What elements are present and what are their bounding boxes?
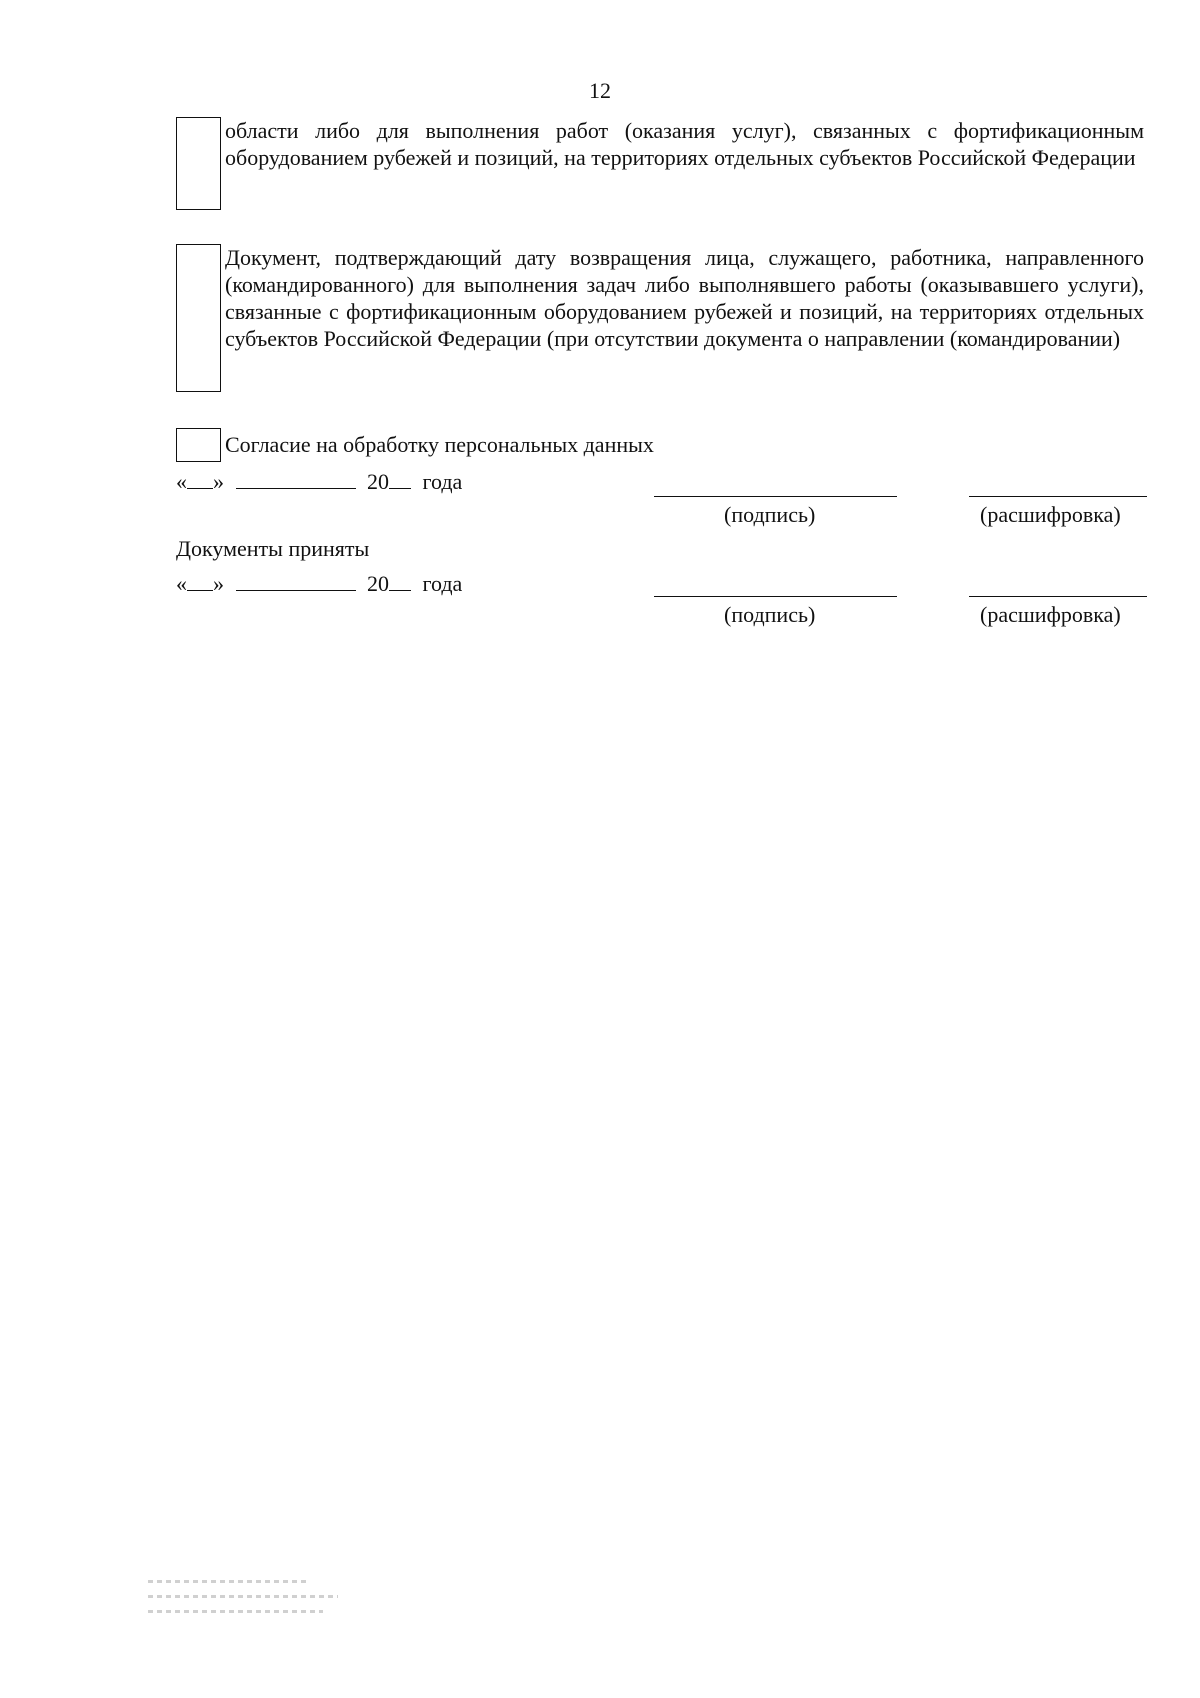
month-blank[interactable] xyxy=(236,570,356,591)
year-suffix: года xyxy=(422,571,463,596)
decoding-caption: (расшифровка) xyxy=(980,602,1121,627)
document-checkbox[interactable] xyxy=(176,117,221,210)
decoding-line[interactable] xyxy=(969,596,1147,597)
day-blank[interactable] xyxy=(187,468,213,489)
item-text: Документ, подтверждающий дату возвращения лица, служащего, работника, направленного (командированного) для выполнения задач либо выполнявшего работы (оказывавшего услуги), связанные с фортификационным оборудованием рубежей и позиций, на территориях отдельных субъектов Российской Федерации (при отсутствии документа о направлении (командировании) xyxy=(225,245,1144,351)
list-item xyxy=(176,428,1144,458)
day-blank[interactable] xyxy=(187,570,213,591)
signature-caption: (подпись) xyxy=(724,602,816,627)
year-blank[interactable] xyxy=(389,468,411,489)
signature-caption: (подпись) xyxy=(724,502,816,527)
year-suffix: года xyxy=(422,469,463,494)
item-text: области либо для выполнения работ (оказания услуг), связанных с фортификационным оборудованием рубежей и позиций, на территориях отдельных субъектов Российской Федерации xyxy=(225,118,1144,170)
list-item xyxy=(176,117,1144,171)
list-item xyxy=(176,244,1144,352)
decoding-caption: (расшифровка) xyxy=(980,502,1121,527)
faded-stamp xyxy=(148,1580,348,1640)
signature-line[interactable] xyxy=(654,596,897,597)
consent-checkbox[interactable] xyxy=(176,428,221,462)
year-prefix: 20 xyxy=(367,571,389,596)
close-quote: » xyxy=(213,469,224,494)
page-number: 12 xyxy=(589,78,611,103)
close-quote: » xyxy=(213,571,224,596)
signature-line[interactable] xyxy=(654,496,897,497)
item-text: Согласие на обработку персональных данных xyxy=(225,432,654,457)
year-blank[interactable] xyxy=(389,570,411,591)
date-field xyxy=(176,570,462,597)
open-quote: « xyxy=(176,469,187,494)
open-quote: « xyxy=(176,571,187,596)
document-checkbox[interactable] xyxy=(176,244,221,392)
decoding-line[interactable] xyxy=(969,496,1147,497)
date-field xyxy=(176,468,462,495)
year-prefix: 20 xyxy=(367,469,389,494)
month-blank[interactable] xyxy=(236,468,356,489)
documents-accepted-heading: Документы приняты xyxy=(176,536,370,561)
